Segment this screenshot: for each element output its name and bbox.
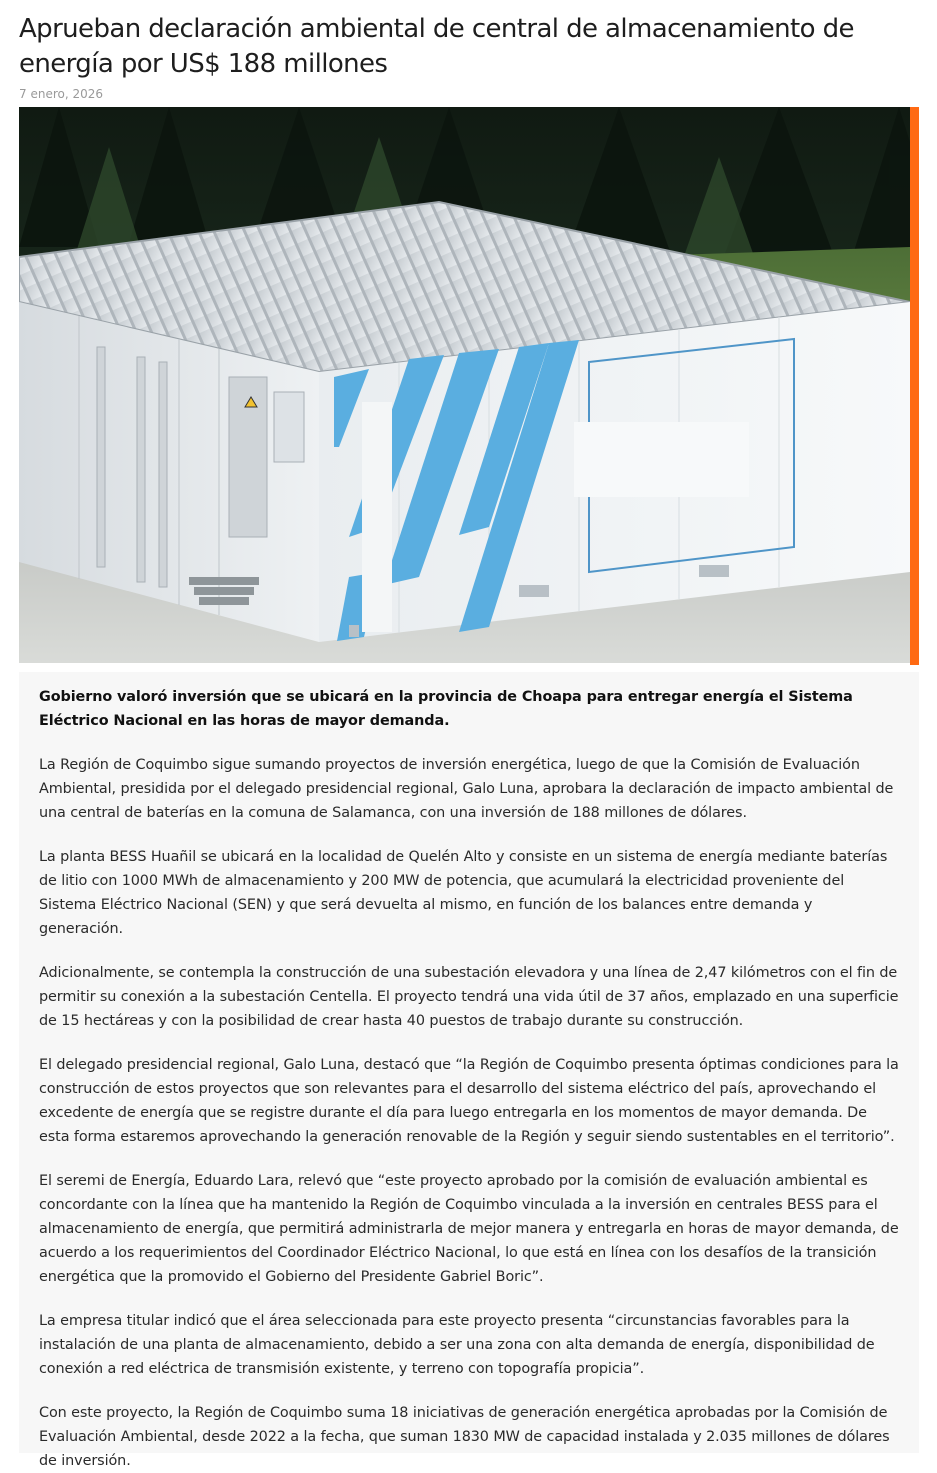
article-paragraph: Con este proyecto, la Región de Coquimbo suma 18 iniciativas de generación energética aprobadas por la Comisión de Evaluación Ambiental, desde 2022 a la fecha, que suman 1830 MW de capacidad instalada y 2.035 millones de dólares de inversión. <box>39 1405 890 1469</box>
article-date: 7 enero, 2026 <box>19 87 103 101</box>
accent-bar <box>910 107 919 665</box>
article-paragraph: El delegado presidencial regional, Galo Luna, destacó que “la Región de Coquimbo presenta óptimas condiciones para la construcción de estos proyectos que son relevantes para el desarrollo del sistema eléctrico del país, aprovechando el excedente de energía que se registre durante el día para luego entregarla en los momentos de mayor demanda. De esta forma estaremos aprovechando la generación renovable de la Región y seguir siendo sustentables en el territorio”. <box>39 1057 899 1145</box>
article-title: Aprueban declaración ambiental de central de almacenamiento de energía por US$ 188 millones <box>19 14 854 79</box>
hero-image <box>19 107 910 663</box>
article-paragraph: La planta BESS Huañil se ubicará en la localidad de Quelén Alto y consiste en un sistema de energía mediante baterías de litio con 1000 MWh de almacenamiento y 200 MW de potencia, que acumulará la electricidad proveniente del Sistema Eléctrico Nacional (SEN) y que será devuelta al mismo, en función de los balances entre demanda y generación. <box>39 849 888 937</box>
article-lead: Gobierno valoró inversión que se ubicará en la provincia de Choapa para entregar energía el Sistema Eléctrico Nacional en las horas de mayor demanda. <box>39 689 853 729</box>
article-paragraph: El seremi de Energía, Eduardo Lara, relevó que “este proyecto aprobado por la comisión de evaluación ambiental es concordante con la línea que ha mantenido la Región de Coquimbo vinculada a la inversión en centrales BESS para el almacenamiento de energía, que permitirá administrarla de mejor manera y entregarla en horas de mayor demanda, de acuerdo a los requerimientos del Coordinador Eléctrico Nacional, lo que está en línea con los desafíos de la transición energética que la promovido el Gobierno del Presidente Gabriel Boric”. <box>39 1173 899 1285</box>
article-paragraph: La Región de Coquimbo sigue sumando proyectos de inversión energética, luego de que la Comisión de Evaluación Ambiental, presidida por el delegado presidencial regional, Galo Luna, aprobara la declaración de impacto ambiental de una central de baterías en la comuna de Salamanca, con una inversión de 188 millones de dólares. <box>39 757 894 821</box>
article-paragraph: La empresa titular indicó que el área seleccionada para este proyecto presenta “circunstancias favorables para la instalación de una planta de almacenamiento, debido a ser una zona con alta demanda de energía, disponibilidad de conexión a red eléctrica de transmisión existente, y terreno con topografía propicia”. <box>39 1313 875 1377</box>
article-paragraph: Adicionalmente, se contempla la construcción de una subestación elevadora y una línea de 2,47 kilómetros con el fin de permitir su conexión a la subestación Centella. El proyecto tendrá una vida útil de 37 años, emplazado en una superficie de 15 hectáreas y con la posibilidad de crear hasta 40 puestos de trabajo durante su construcción. <box>39 965 899 1029</box>
article-body <box>19 672 919 1469</box>
